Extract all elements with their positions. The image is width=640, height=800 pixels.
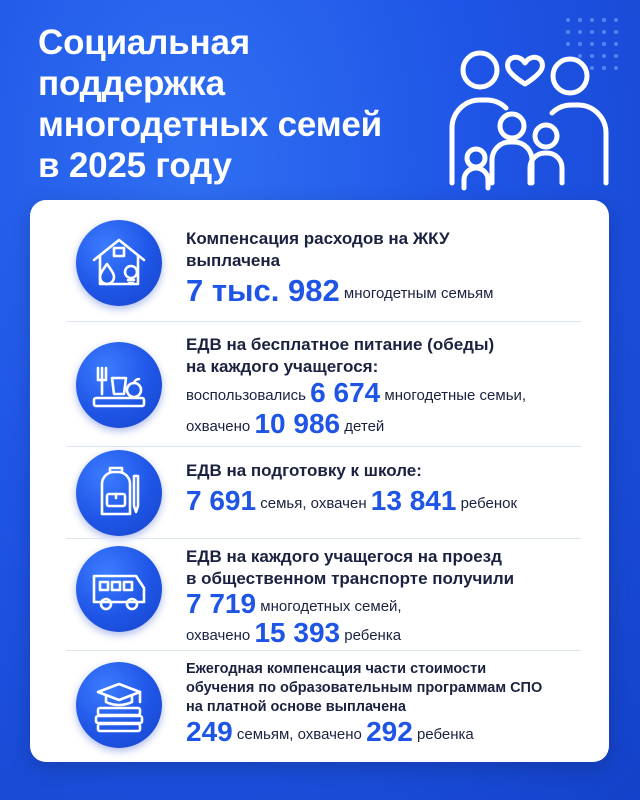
edu-suffix-2: ребенка <box>416 726 474 743</box>
lunch-pre-1: воспользовались <box>186 387 306 404</box>
title-line-4: в 2025 году <box>38 146 232 185</box>
list-item-education <box>30 650 609 762</box>
edu-label-2: обучения по образовательным программам СПО <box>186 680 543 696</box>
title-line-2: поддержка <box>38 64 225 103</box>
lunch-suffix-2: детей <box>344 418 385 435</box>
transport-label-1: ЕДВ на каждого учащегося на проезд <box>186 547 502 566</box>
edu-label-3: на платной основе выплачена <box>186 699 406 715</box>
prep-suffix-2: ребенок <box>460 495 518 512</box>
transport-label-2: в общественном транспорте получили <box>186 569 515 588</box>
family-icon <box>438 18 618 198</box>
utilities-label-1: Компенсация расходов на ЖКУ <box>186 229 450 248</box>
list-item-school-lunch <box>30 322 609 446</box>
lunch-label-2: на каждого учащегося: <box>186 357 379 376</box>
bus-icon <box>76 546 162 632</box>
transport-value-1: 7 719 <box>186 588 257 619</box>
list-item-transport <box>30 538 609 650</box>
house-utilities-icon <box>76 220 162 306</box>
edu-label-1: Ежегодная компенсация части стоимости <box>186 661 487 677</box>
list-item-school-prep <box>30 446 609 538</box>
utilities-value-suffix: многодетным семьям <box>343 285 494 302</box>
utilities-value: 7 тыс. 982 <box>186 273 340 308</box>
transport-suffix-2: ребенка <box>344 627 402 644</box>
title-line-3: многодетных семей <box>38 105 382 144</box>
lunch-label-1: ЕДВ на бесплатное питание (обеды) <box>186 335 495 354</box>
transport-value-2: 15 393 <box>254 617 341 648</box>
lunch-pre-2: охвачено <box>186 418 251 435</box>
edu-value-1: 249 <box>186 716 233 747</box>
edu-mid: семьям, охвачено <box>236 726 362 743</box>
transport-pre-2: охвачено <box>186 627 251 644</box>
graduation-cap-books-icon <box>76 662 162 748</box>
edu-value-2: 292 <box>366 716 413 747</box>
page-title <box>38 22 438 186</box>
lunch-value-1: 6 674 <box>310 377 381 408</box>
info-card <box>30 200 609 762</box>
backpack-pencil-icon <box>76 450 162 536</box>
utilities-label-2: выплачена <box>186 251 281 270</box>
school-lunch-tray-icon <box>76 342 162 428</box>
prep-label-1: ЕДВ на подготовку к школе: <box>186 461 422 480</box>
prep-value-2: 13 841 <box>370 485 457 516</box>
title-line-1: Социальная <box>38 23 250 62</box>
list-item-utilities <box>30 200 609 322</box>
transport-suffix-1: многодетных семей, <box>260 598 402 615</box>
lunch-suffix-1: многодетные семьи, <box>384 387 527 404</box>
lunch-value-2: 10 986 <box>254 408 341 439</box>
prep-value-1: 7 691 <box>186 485 257 516</box>
prep-mid: семья, охвачен <box>260 495 367 512</box>
